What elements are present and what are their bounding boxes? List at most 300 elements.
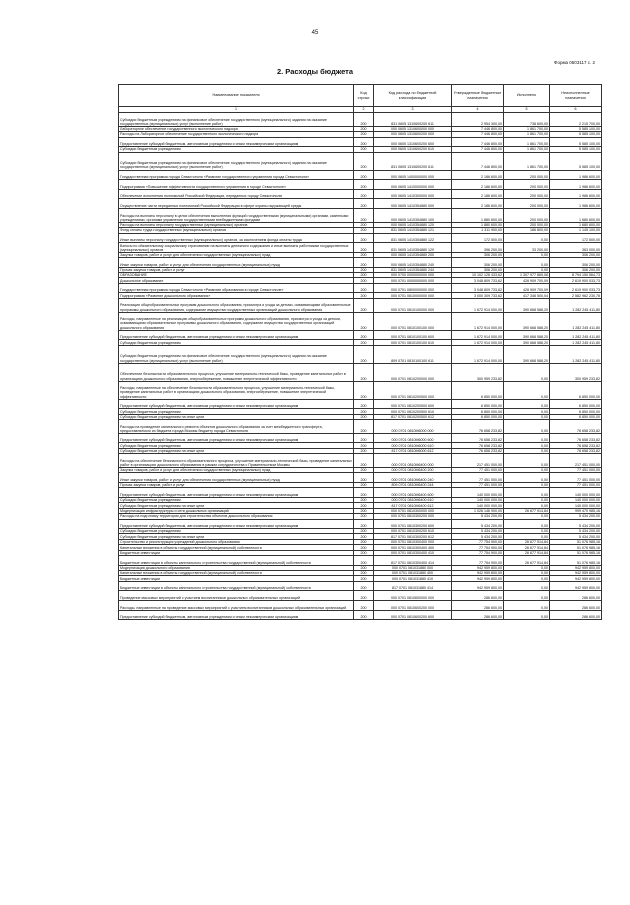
- row-done: 0,00: [504, 581, 550, 591]
- table-row: [119, 293, 602, 298]
- row-left: 306 200,00: [550, 258, 602, 268]
- row-name: Проведение массовых мероприятий с участием воспитанников дошкольных образовательных организаций: [119, 591, 354, 601]
- row-code: 200: [354, 514, 374, 519]
- row-done: 0,00: [504, 610, 550, 620]
- row-done: 0,00: [504, 433, 550, 443]
- row-code: 200: [354, 467, 374, 472]
- row-bk-code: 000 0605 1410000000 000: [374, 180, 452, 190]
- row-bk-code: 000 0701 0810300400 410: [374, 550, 452, 555]
- row-left: 51 076 985,16: [550, 550, 602, 555]
- row-approved: 1 672 914 000,00: [452, 330, 504, 340]
- row-approved: 300 959 233,82: [452, 363, 504, 381]
- row-name: Реализация общеобразовательных программ дошкольного образования, присмотра и ухода за детьми, осваивающими образовательные программы дошкольного образования, содержание имущества государственных организаций дошкольного образования: [119, 298, 354, 312]
- row-code: 200: [354, 545, 374, 550]
- row-code: 200: [354, 508, 374, 513]
- row-bk-code: 000 0605 1310600000 000: [374, 126, 452, 131]
- row-approved: 6 850 000,00: [452, 409, 504, 414]
- row-approved: 1 880 600,00: [452, 222, 504, 227]
- row-left: 5 434 200,00: [550, 534, 602, 539]
- row-approved: 1 672 914 000,00: [452, 312, 504, 330]
- row-code: 200: [354, 170, 374, 180]
- table-row: [119, 519, 602, 529]
- table-row: [119, 208, 602, 222]
- table-row: [119, 601, 602, 611]
- row-bk-code: 000 0605 1410300000 000: [374, 189, 452, 199]
- row-name: Подпрограмма «Развитие дошкольного образования»: [119, 293, 354, 298]
- col-header-done: Исполнено: [504, 85, 550, 107]
- row-code: 200: [354, 539, 374, 544]
- table-row: [119, 258, 602, 268]
- row-done: 0,00: [504, 258, 550, 268]
- row-done: 0,00: [504, 529, 550, 534]
- row-approved: 76 658 233,82: [452, 448, 504, 453]
- row-bk-code: 000 0701 0810М6400 600: [374, 488, 452, 498]
- col-header-bk: Код расхода по бюджетной классификации: [374, 85, 452, 107]
- row-approved: 6 850 000,00: [452, 414, 504, 419]
- table-row: [119, 381, 602, 399]
- row-bk-code: 000 0701 0810100100 000: [374, 312, 452, 330]
- table-row: [119, 283, 602, 293]
- row-approved: 76 658 233,82: [452, 433, 504, 443]
- row-approved: 77 754 900,00: [452, 556, 504, 566]
- row-code: 200: [354, 363, 374, 381]
- row-code: 200: [354, 601, 374, 611]
- row-left: 76 658 233,82: [550, 443, 602, 448]
- row-left: 8 794 150 564,73: [550, 273, 602, 278]
- row-left: 1 986 600,00: [550, 180, 602, 190]
- table-row: [119, 113, 602, 127]
- row-bk-code: 831 0605 1310600200 611: [374, 152, 452, 170]
- row-code: 200: [354, 113, 374, 127]
- row-left: 942 959 800,00: [550, 565, 602, 570]
- row-approved: 76 658 233,82: [452, 420, 504, 434]
- row-code: 200: [354, 312, 374, 330]
- row-done: 200 000,00: [504, 199, 550, 209]
- row-done: 200 000,00: [504, 170, 550, 180]
- row-approved: 7 446 800,00: [452, 126, 504, 131]
- row-done: 1 861 700,00: [504, 137, 550, 147]
- row-left: 942 959 800,00: [550, 581, 602, 591]
- row-code: 200: [354, 273, 374, 278]
- row-name: Предоставление субсидий бюджетным, автономным учреждениям и иным некоммерческим организациям: [119, 399, 354, 409]
- row-approved: 2 186 600,00: [452, 189, 504, 199]
- table-row: [119, 312, 602, 330]
- row-name: Субсидии бюджетным учреждениям на финансовое обеспечение государственного (муниципального) задания на оказание государственных (муниципальных) услуг (выполнение работ): [119, 345, 354, 363]
- row-bk-code: 000 0701 0810100100 600: [374, 330, 452, 340]
- row-name: Расходы, направленные на обеспечение безопасности образовательного процесса, улучшение материально-технической базы, проведение капитальных работ в организациях дошкольного образования, энергосбережение, повышение энергетической эффективности: [119, 381, 354, 399]
- row-approved: 7 446 800,00: [452, 132, 504, 137]
- row-left: 1 680 600,00: [550, 222, 602, 227]
- table-row: [119, 233, 602, 243]
- row-bk-code: 817 0701 0810М6400 612: [374, 503, 452, 508]
- row-left: 77 451 000,00: [550, 467, 602, 472]
- row-code: 200: [354, 581, 374, 591]
- row-done: 26 677 914,84: [504, 556, 550, 566]
- row-done: 738 600,00: [504, 113, 550, 127]
- row-name: Расходы на выплаты персоналу государственных (муниципальных) органов: [119, 222, 354, 227]
- row-name: Расходы, направленные на реализацию общеобразовательных программ дошкольного образования, присмотра и ухода за детьми, осваивающими образовательные программы дошкольного образования, содержание имущества государственных организаций дошкольного образования: [119, 312, 354, 330]
- row-code: 200: [354, 433, 374, 443]
- row-code: 200: [354, 147, 374, 152]
- row-bk-code: 000 0605 1310600200 600: [374, 137, 452, 147]
- row-name: Закупка товаров, работ и услуг для обеспечения государственных (муниципальных) нужд: [119, 467, 354, 472]
- page-number: 45: [311, 30, 319, 36]
- row-approved: 1 311 900,00: [452, 228, 504, 233]
- row-approved: 3 048 809 733,62: [452, 278, 504, 283]
- row-approved: 5 434 200,00: [452, 529, 504, 534]
- row-left: 5 585 100,00: [550, 126, 602, 131]
- row-done: 0,00: [504, 454, 550, 468]
- row-code: 200: [354, 503, 374, 508]
- row-bk-code: 000 0701 0810600200 000: [374, 601, 452, 611]
- row-code: 200: [354, 571, 374, 576]
- row-left: 999 470 985,16: [550, 508, 602, 513]
- row-done: 0,00: [504, 363, 550, 381]
- row-approved: 6 850 000,00: [452, 381, 504, 399]
- row-name: Государственная программа города Севастополя «Развитие образования в городе Севастополе»: [119, 283, 354, 293]
- row-done: 0,00: [504, 443, 550, 448]
- row-name: Субсидии бюджетным учреждениям на иные цели: [119, 414, 354, 419]
- row-approved: 2 186 600,00: [452, 170, 504, 180]
- row-code: 200: [354, 233, 374, 243]
- row-code: 200: [354, 519, 374, 529]
- row-name: Подпрограмма «Повышение эффективности государственного управления в городе Севастополе»: [119, 180, 354, 190]
- row-bk-code: 000 0701 0810300400 000: [374, 539, 452, 544]
- row-approved: 286 600,00: [452, 601, 504, 611]
- row-left: 5 434 200,00: [550, 529, 602, 534]
- row-done: 0,00: [504, 534, 550, 539]
- table-row: [119, 137, 602, 147]
- row-code: 200: [354, 576, 374, 581]
- row-approved: 2 186 600,00: [452, 199, 504, 209]
- col-number: 5: [504, 107, 550, 113]
- table-row: [119, 433, 602, 443]
- row-left: 51 076 985,16: [550, 545, 602, 550]
- row-done: 200 000,00: [504, 189, 550, 199]
- row-approved: 5 434 200,00: [452, 534, 504, 539]
- row-left: 1 282 245 411,80: [550, 298, 602, 312]
- row-approved: 140 000 000,00: [452, 497, 504, 502]
- row-approved: 140 000 000,00: [452, 503, 504, 508]
- row-left: 51 076 985,16: [550, 539, 602, 544]
- col-number: 3: [374, 107, 452, 113]
- row-name: Осуществление части переданных полномочий Российской Федерации в сфере охраны окружающей среды: [119, 199, 354, 209]
- row-done: 1 861 700,00: [504, 126, 550, 131]
- row-left: 1 986 600,00: [550, 170, 602, 180]
- row-done: 0,00: [504, 414, 550, 419]
- row-left: 5 585 100,00: [550, 132, 602, 137]
- row-done: 0,00: [504, 571, 550, 576]
- row-left: 306 200,00: [550, 267, 602, 272]
- row-approved: 3 048 809 733,62: [452, 283, 504, 293]
- col-header-approved: Утвержденные бюджетные назначения: [452, 85, 504, 107]
- row-done: 390 668 588,20: [504, 345, 550, 363]
- row-approved: 396 200,00: [452, 243, 504, 253]
- row-code: 200: [354, 414, 374, 419]
- row-left: 1 680 600,00: [550, 208, 602, 222]
- row-name: Предоставление субсидий бюджетным, автономным учреждениям и иным некоммерческим организациям: [119, 610, 354, 620]
- row-name: Фонд оплаты труда государственных (муниципальных) органов: [119, 228, 354, 233]
- row-bk-code: 000 0701 0000000000 000: [374, 278, 452, 283]
- row-approved: 2 186 600,00: [452, 180, 504, 190]
- row-left: 5 585 100,00: [550, 137, 602, 147]
- row-left: 300 959 233,82: [550, 363, 602, 381]
- row-left: 77 451 000,00: [550, 482, 602, 487]
- table-body: [119, 113, 602, 620]
- row-approved: 7 446 800,00: [452, 147, 504, 152]
- row-done: 0,00: [504, 514, 550, 519]
- row-bk-code: 000 0605 1410354880 200: [374, 252, 452, 257]
- row-code: 200: [354, 340, 374, 345]
- table-row: [119, 298, 602, 312]
- row-bk-code: 000 0700 0000000000 000: [374, 273, 452, 278]
- row-bk-code: 000 0701 0810200500 610: [374, 409, 452, 414]
- table-row: [119, 170, 602, 180]
- table-row: [119, 222, 602, 227]
- table-row: [119, 152, 602, 170]
- row-left: 363 000,00: [550, 243, 602, 253]
- row-left: 140 000 000,00: [550, 488, 602, 498]
- row-bk-code: 000 0701 0810М6400 610: [374, 497, 452, 502]
- row-left: 286 600,00: [550, 591, 602, 601]
- row-left: 51 076 985,16: [550, 556, 602, 566]
- col-header-name: Наименование показателя: [119, 85, 354, 107]
- row-code: 200: [354, 345, 374, 363]
- row-bk-code: 000 0701 0810200500 000: [374, 381, 452, 399]
- row-left: 2 582 962 230,78: [550, 293, 602, 298]
- row-bk-code: 817 0701 0810300200 612: [374, 534, 452, 539]
- row-bk-code: 000 0701 0810600200 600: [374, 610, 452, 620]
- row-name: Бюджетные инвестиции в объекты капитального строительства государственной (муниципальной) собственности: [119, 556, 354, 566]
- row-code: 200: [354, 180, 374, 190]
- table-row: [119, 243, 602, 253]
- row-left: 6 850 000,00: [550, 409, 602, 414]
- row-bk-code: 831 0605 1410354880 122: [374, 233, 452, 243]
- row-name: Иные выплаты персоналу государственных (муниципальных) органов, за исключением фонда оплаты труда: [119, 233, 354, 243]
- row-name: Бюджетные инвестиции: [119, 576, 354, 581]
- table-row: [119, 539, 602, 544]
- col-number: 4: [452, 107, 504, 113]
- table-row: [119, 126, 602, 131]
- row-name: Предоставление субсидий бюджетным, автономным учреждениям и иным некоммерческим организациям: [119, 519, 354, 529]
- row-approved: 1 672 914 000,00: [452, 340, 504, 345]
- row-code: 200: [354, 126, 374, 131]
- row-name: Субсидии бюджетным учреждениям: [119, 443, 354, 448]
- row-name: Прочая закупка товаров, работ и услуг: [119, 267, 354, 272]
- row-bk-code: 000 0605 1310600200 610: [374, 147, 452, 152]
- col-number: 6: [550, 107, 602, 113]
- row-name: Обеспечение безопасности образовательного процесса, улучшение материально-технической базы, проведение капитальных работ в организациях дошкольного образования, энергосбережение, повышение энергетической эффективности: [119, 363, 354, 381]
- row-left: 1 282 245 411,80: [550, 340, 602, 345]
- row-bk-code: 000 0701 081031880 000: [374, 565, 452, 570]
- row-left: 1 282 245 411,80: [550, 345, 602, 363]
- row-name: Расходы на подготовку территории для строительства объектов дошкольного образования: [119, 514, 354, 519]
- table-row: [119, 591, 602, 601]
- row-done: 1 861 700,00: [504, 147, 550, 152]
- row-bk-code: 000 0605 1410354880 120: [374, 222, 452, 227]
- row-name: Расходы на проведение капитального ремонта объектов дошкольного образования за счет межбюджетного трансферта, предоставляемого из бюджета города Москвы бюджету города Севастополя: [119, 420, 354, 434]
- row-code: 200: [354, 610, 374, 620]
- row-code: 200: [354, 267, 374, 272]
- row-name: Предоставление субсидий бюджетным, автономным учреждениям и иным некоммерческим организациям: [119, 433, 354, 443]
- row-name: Расходы на обеспечение безопасности образовательного процесса, улучшение материально-технической базы, проведение капитальных работ в организациях дошкольного образования в рамках сотрудничества с Правительством Москвы: [119, 454, 354, 468]
- table-row: [119, 132, 602, 137]
- row-name: Предоставление субсидий бюджетным, автономным учреждениям и иным некоммерческим организациям: [119, 488, 354, 498]
- row-name: Модернизация инфраструктуры и сети дошкольных организаций: [119, 508, 354, 513]
- row-done: 0,00: [504, 565, 550, 570]
- row-bk-code: 000 0701 0810М6000 610: [374, 443, 452, 448]
- row-done: 26 677 914,84: [504, 539, 550, 544]
- row-approved: 172 500,00: [452, 233, 504, 243]
- row-code: 200: [354, 409, 374, 414]
- row-approved: 286 600,00: [452, 610, 504, 620]
- row-approved: 7 446 800,00: [452, 152, 504, 170]
- row-bk-code: 000 0701 0810200500 600: [374, 399, 452, 409]
- row-name: Предоставление субсидий бюджетным, автономным учреждениям и иным некоммерческим организациям: [119, 330, 354, 340]
- row-approved: 7 446 800,00: [452, 137, 504, 147]
- row-done: 0,00: [504, 488, 550, 498]
- row-bk-code: 000 0701 0800000000 000: [374, 283, 452, 293]
- row-left: 5 434 200,00: [550, 514, 602, 519]
- row-name: Расходы на выплаты персоналу в целях обеспечения выполнения функций государственными (муниципальными) органами, казенными учреждениями, органами управления государственными внебюджетными фондами: [119, 208, 354, 222]
- row-done: 1 307 977 869,08: [504, 273, 550, 278]
- row-code: 200: [354, 199, 374, 209]
- table-row: [119, 473, 602, 483]
- row-bk-code: 000 0701 0810300200 600: [374, 519, 452, 529]
- row-bk-code: 000 0701 0810М6400 240: [374, 473, 452, 483]
- row-left: 2 619 900 033,73: [550, 278, 602, 283]
- row-name: Субсидии бюджетным учреждениям на иные цели: [119, 534, 354, 539]
- row-name: Расходы, направленные на проведение массовых мероприятий с участием воспитанников дошкольных образовательных организаций: [119, 601, 354, 611]
- row-bk-code: 000 0605 1310600200 000: [374, 132, 452, 137]
- row-approved: 5 434 200,00: [452, 514, 504, 519]
- row-approved: 77 754 900,00: [452, 545, 504, 550]
- table-row: [119, 508, 602, 513]
- row-name: Предоставление субсидий бюджетным, автономным учреждениям и иным некоммерческим организациям: [119, 137, 354, 147]
- row-done: 166 800,00: [504, 228, 550, 233]
- section-title: 2. Расходы бюджета: [276, 67, 354, 76]
- row-code: 200: [354, 137, 374, 147]
- row-left: 140 000 000,00: [550, 503, 602, 508]
- row-approved: 1 672 914 000,00: [452, 298, 504, 312]
- row-done: 0,00: [504, 482, 550, 487]
- row-done: 0,00: [504, 267, 550, 272]
- row-approved: 77 451 000,00: [452, 467, 504, 472]
- row-name: Дошкольное образование: [119, 278, 354, 283]
- row-bk-code: 000 0701 0810300200 000: [374, 514, 452, 519]
- row-bk-code: 000 0605 1410354880 100: [374, 208, 452, 222]
- row-done: 33 200,00: [504, 243, 550, 253]
- row-left: 1 282 245 411,80: [550, 312, 602, 330]
- row-bk-code: 817 0701 0810200500 612: [374, 414, 452, 419]
- row-done: 0,00: [504, 420, 550, 434]
- row-approved: 306 200,00: [452, 258, 504, 268]
- row-bk-code: 000 0701 0810100100 610: [374, 340, 452, 345]
- row-left: 1 282 245 411,80: [550, 330, 602, 340]
- expenses-table: [118, 84, 602, 620]
- table-row: [119, 345, 602, 363]
- row-left: 2 215 700,00: [550, 113, 602, 127]
- row-bk-code: 000 0701 0810600000 000: [374, 591, 452, 601]
- row-done: 428 909 700,09: [504, 283, 550, 293]
- row-bk-code: 831 0605 1410354880 129: [374, 243, 452, 253]
- row-code: 200: [354, 278, 374, 283]
- row-left: 1 986 600,00: [550, 199, 602, 209]
- row-bk-code: 000 0701 0810000000 000: [374, 293, 452, 298]
- row-code: 200: [354, 258, 374, 268]
- row-left: 286 600,00: [550, 610, 602, 620]
- row-left: 76 658 233,82: [550, 433, 602, 443]
- row-left: 77 451 000,00: [550, 473, 602, 483]
- row-approved: 77 754 900,00: [452, 550, 504, 555]
- row-bk-code: 000 0605 1410354880 240: [374, 258, 452, 268]
- row-name: Бюджетные инвестиции: [119, 550, 354, 555]
- row-name: Лабораторное обеспечение государственного экологического надзора: [119, 126, 354, 131]
- row-code: 200: [354, 534, 374, 539]
- row-done: 26 677 914,84: [504, 508, 550, 513]
- row-code: 200: [354, 298, 374, 312]
- row-approved: 942 959 800,00: [452, 565, 504, 570]
- row-approved: 10 102 128 433,62: [452, 273, 504, 278]
- row-bk-code: 000 0701 081031880 410: [374, 576, 452, 581]
- row-approved: 3 000 309 733,62: [452, 293, 504, 298]
- table-row: [119, 199, 602, 209]
- row-bk-code: 809 0701 0810М6400 244: [374, 482, 452, 487]
- row-left: 5 585 100,00: [550, 147, 602, 152]
- row-done: 390 668 588,20: [504, 340, 550, 345]
- row-approved: 5 434 200,00: [452, 519, 504, 529]
- row-code: 200: [354, 381, 374, 399]
- table-row: [119, 545, 602, 550]
- row-approved: 217 451 000,00: [452, 454, 504, 468]
- row-name: Прочая закупка товаров, работ и услуг: [119, 482, 354, 487]
- col-number: 1: [119, 107, 354, 113]
- row-name: Субсидии бюджетным учреждениям: [119, 529, 354, 534]
- row-left: 1 986 600,00: [550, 189, 602, 199]
- row-name: Взносы по обязательному социальному страхованию на выплаты денежного содержания и иные выплаты работникам государственных (муниципальных) органов: [119, 243, 354, 253]
- row-done: 0,00: [504, 233, 550, 243]
- row-approved: 1 672 914 000,00: [452, 345, 504, 363]
- table-row: [119, 420, 602, 434]
- row-code: 200: [354, 330, 374, 340]
- row-name: Субсидии бюджетным учреждениям на финансовое обеспечение государственного (муниципального) задания на оказание государственных (муниципальных) услуг (выполнение работ): [119, 113, 354, 127]
- row-bk-code: 000 0701 081031880 400: [374, 571, 452, 576]
- row-done: 200 000,00: [504, 180, 550, 190]
- table-row: [119, 180, 602, 190]
- row-bk-code: 831 0605 1410354880 121: [374, 228, 452, 233]
- row-done: 390 668 588,20: [504, 330, 550, 340]
- row-name: Иные закупки товаров, работ и услуг для обеспечения государственных (муниципальных) нужд: [119, 473, 354, 483]
- row-done: 0,00: [504, 409, 550, 414]
- row-name: Субсидии бюджетным учреждениям: [119, 497, 354, 502]
- row-left: 2 619 900 033,73: [550, 283, 602, 293]
- row-name: Субсидии бюджетным учреждениям на иные цели: [119, 448, 354, 453]
- row-code: 200: [354, 529, 374, 534]
- row-code: 200: [354, 550, 374, 555]
- row-done: 0,00: [504, 591, 550, 601]
- row-name: Капитальные вложения в объекты государственной (муниципальной) собственности: [119, 545, 354, 550]
- row-name: Субсидии бюджетным учреждениям: [119, 340, 354, 345]
- row-name: Капитальные вложения в объекты государственной (муниципальной) собственности: [119, 571, 354, 576]
- row-done: 0,00: [504, 448, 550, 453]
- row-left: 217 451 000,00: [550, 454, 602, 468]
- row-left: 76 658 233,82: [550, 448, 602, 453]
- row-bk-code: 000 0605 1410354880 000: [374, 199, 452, 209]
- row-name: Обеспечение исполнения полномочий Российской Федерации, переданных городу Севастополю: [119, 189, 354, 199]
- row-done: 428 909 700,09: [504, 278, 550, 283]
- row-approved: 2 954 300,00: [452, 113, 504, 127]
- row-left: 172 500,00: [550, 233, 602, 243]
